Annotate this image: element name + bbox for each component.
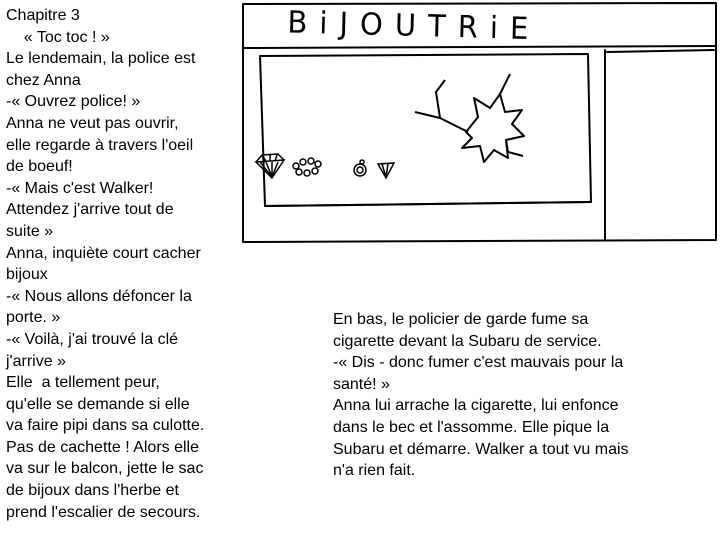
text-line: -« Ouvrez police! » bbox=[6, 93, 141, 111]
sign-divider bbox=[243, 46, 716, 48]
shop-window bbox=[260, 54, 591, 206]
text-line: santé! » bbox=[333, 375, 390, 393]
diamond-icon bbox=[256, 154, 284, 178]
necklace-icon bbox=[293, 158, 321, 176]
text-line: Pas de cachette ! Alors elle bbox=[6, 438, 199, 456]
gem-icon bbox=[378, 163, 394, 178]
text-line: chez Anna bbox=[6, 71, 81, 89]
text-line: porte. » bbox=[6, 309, 61, 327]
text-line: va faire pipi dans sa culotte. bbox=[6, 417, 205, 435]
text-line: Anna lui arrache la cigarette, lui enfonce bbox=[333, 397, 619, 415]
text-line: Elle a tellement peur, bbox=[6, 374, 160, 392]
text-line: bijoux bbox=[6, 266, 48, 284]
text-line: va sur le balcon, jette le sac bbox=[6, 460, 204, 478]
text-line: n'a rien fait. bbox=[333, 462, 416, 480]
text-line: j'arrive » bbox=[6, 352, 66, 370]
text-line: -« Mais c'est Walker! bbox=[6, 179, 154, 197]
text-line: Le lendemain, la police est bbox=[6, 50, 196, 68]
text-line: -« Voilà, j'ai trouvé la clé bbox=[6, 330, 179, 348]
text-line: Chapitre 3 bbox=[6, 7, 80, 24]
shop-sign: BiJOUTRiE bbox=[287, 4, 541, 47]
text-line: de boeuf! bbox=[6, 158, 73, 176]
text-line: suite » bbox=[6, 222, 54, 240]
text-line: elle regarde à travers l'oeil bbox=[6, 136, 194, 154]
text-line: Attendez j'arrive tout de bbox=[6, 201, 174, 219]
text-line: cigarette devant la Subaru de service. bbox=[333, 332, 602, 350]
broken-glass-icon bbox=[415, 74, 524, 162]
text-line: de bijoux dans l'herbe et bbox=[6, 482, 179, 500]
ring-icon bbox=[354, 160, 366, 176]
text-line: -« Nous allons défoncer la bbox=[6, 287, 192, 305]
chapter-text-left bbox=[6, 5, 238, 523]
text-line: dans le bec et l'assomme. Elle pique la bbox=[333, 418, 610, 436]
chapter-text-right bbox=[333, 309, 713, 482]
text-line: qu'elle se demande si elle bbox=[6, 395, 190, 413]
text-line: Subaru et démarre. Walker a tout vu mais bbox=[333, 440, 629, 458]
text-line: Anna, inquiète court cacher bbox=[6, 244, 201, 262]
text-line: Anna ne veut pas ouvrir, bbox=[6, 114, 179, 132]
text-line: « Toc toc ! » bbox=[6, 28, 110, 46]
text-line: prend l'escalier de secours. bbox=[6, 503, 201, 521]
text-line: -« Dis - donc fumer c'est mauvais pour la bbox=[333, 354, 624, 372]
text-line: En bas, le policier de garde fume sa bbox=[333, 311, 589, 328]
